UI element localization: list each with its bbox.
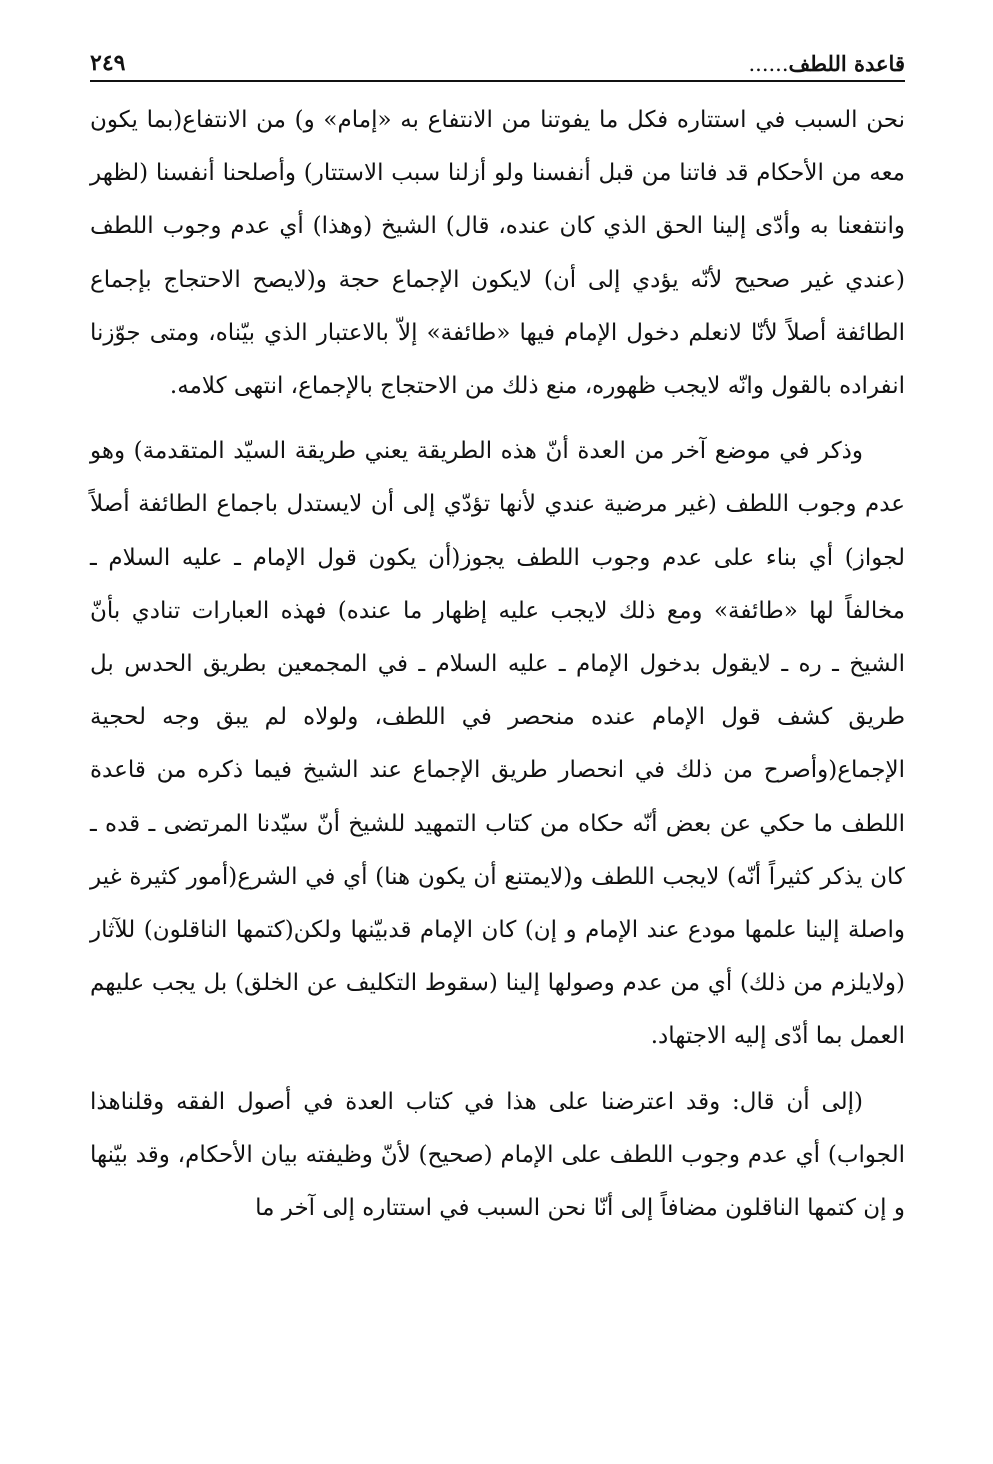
- paragraph-3: (إلى أن قال: وقد اعترضنا على هذا في كتاب العدة في أصول الفقه وقلناهذا الجواب) أي عدم وجوب اللطف على الإمام (صحيح) لأنّ وظيفته بيان الأحكام، وقد بيّنها و إن كتمها الناقلون مضافاً إلى أنّا نحن السبب في استتاره إلى آخر ما: [90, 1088, 905, 1222]
- running-header: [90, 38, 905, 82]
- paragraph-1: نحن السبب في استتاره فكل ما يفوتنا من الانتفاع به «إمام» و) من الانتفاع(بما يكون معه من الأحكام قد فاتنا من قبل أنفسنا ولو أزلنا سبب الاستتار) وأصلحنا أنفسنا (لظهر وانتفعنا به وأدّى إلينا الحق الذي كان عنده، قال) الشيخ (وهذا) أي عدم وجوب اللطف (عندي غير صحيح لأنّه يؤدي إلى أن) لايكون الإجماع حجة و(لايصح الاحتجاج بإجماع الطائفة أصلاً لأنّا لانعلم دخول الإمام فيها «طائفة» إلاّ بالاعتبار الذي بيّناه، ومتى جوّزنا انفراده بالقول وانّه لايجب ظهوره، منع ذلك من الاحتجاج بالإجماع، انتهى كلامه.: [90, 107, 905, 400]
- running-title-dots: ......: [748, 52, 789, 76]
- book-page: [90, 38, 905, 1235]
- body-text: [90, 94, 905, 1235]
- running-title: [748, 51, 905, 76]
- running-title-text: قاعدة اللطف: [788, 51, 905, 76]
- paragraph-2: وذكر في موضع آخر من العدة أنّ هذه الطريقة يعني طريقة السيّد المتقدمة) وهو عدم وجوب اللطف (غير مرضية عندي لأنها تؤدّي إلى أن لايستدل باجماع الطائفة أصلاً لجواز) أي بناء على عدم وجوب اللطف يجوز(أن يكون قول الإمام ـ عليه السلام ـ مخالفاً لها «طائفة» ومع ذلك لايجب عليه إظهار ما عنده) فهذه العبارات تنادي بأنّ الشيخ ـ ره ـ لايقول بدخول الإمام ـ عليه السلام ـ في المجمعين بطريق الحدس بل طريق كشف قول الإمام عنده منحصر في اللطف، ولولاه لم يبق وجه لحجية الإجماع(وأصرح من ذلك في انحصار طريق الإجماع عند الشيخ فيما ذكره من قاعدة اللطف ما حكي عن بعض أنّه حكاه من كتاب التمهيد للشيخ أنّ سيّدنا المرتضى ـ قده ـ كان يذكر كثيراً أنّه) لايجب اللطف و(لايمتنع أن يكون هنا) أي في الشرع(أمور كثيرة غير واصلة إلينا علمها مودع عند الإمام و إن) كان الإمام قدبيّنها ولكن(كتمها الناقلون) للآثار (ولايلزم من ذلك) أي من عدم وصولها إلينا (سقوط التكليف عن الخلق) بل يجب عليهم العمل بما أدّى إليه الاجتهاد.: [90, 438, 906, 1050]
- page-number: ٢٤٩: [90, 50, 126, 76]
